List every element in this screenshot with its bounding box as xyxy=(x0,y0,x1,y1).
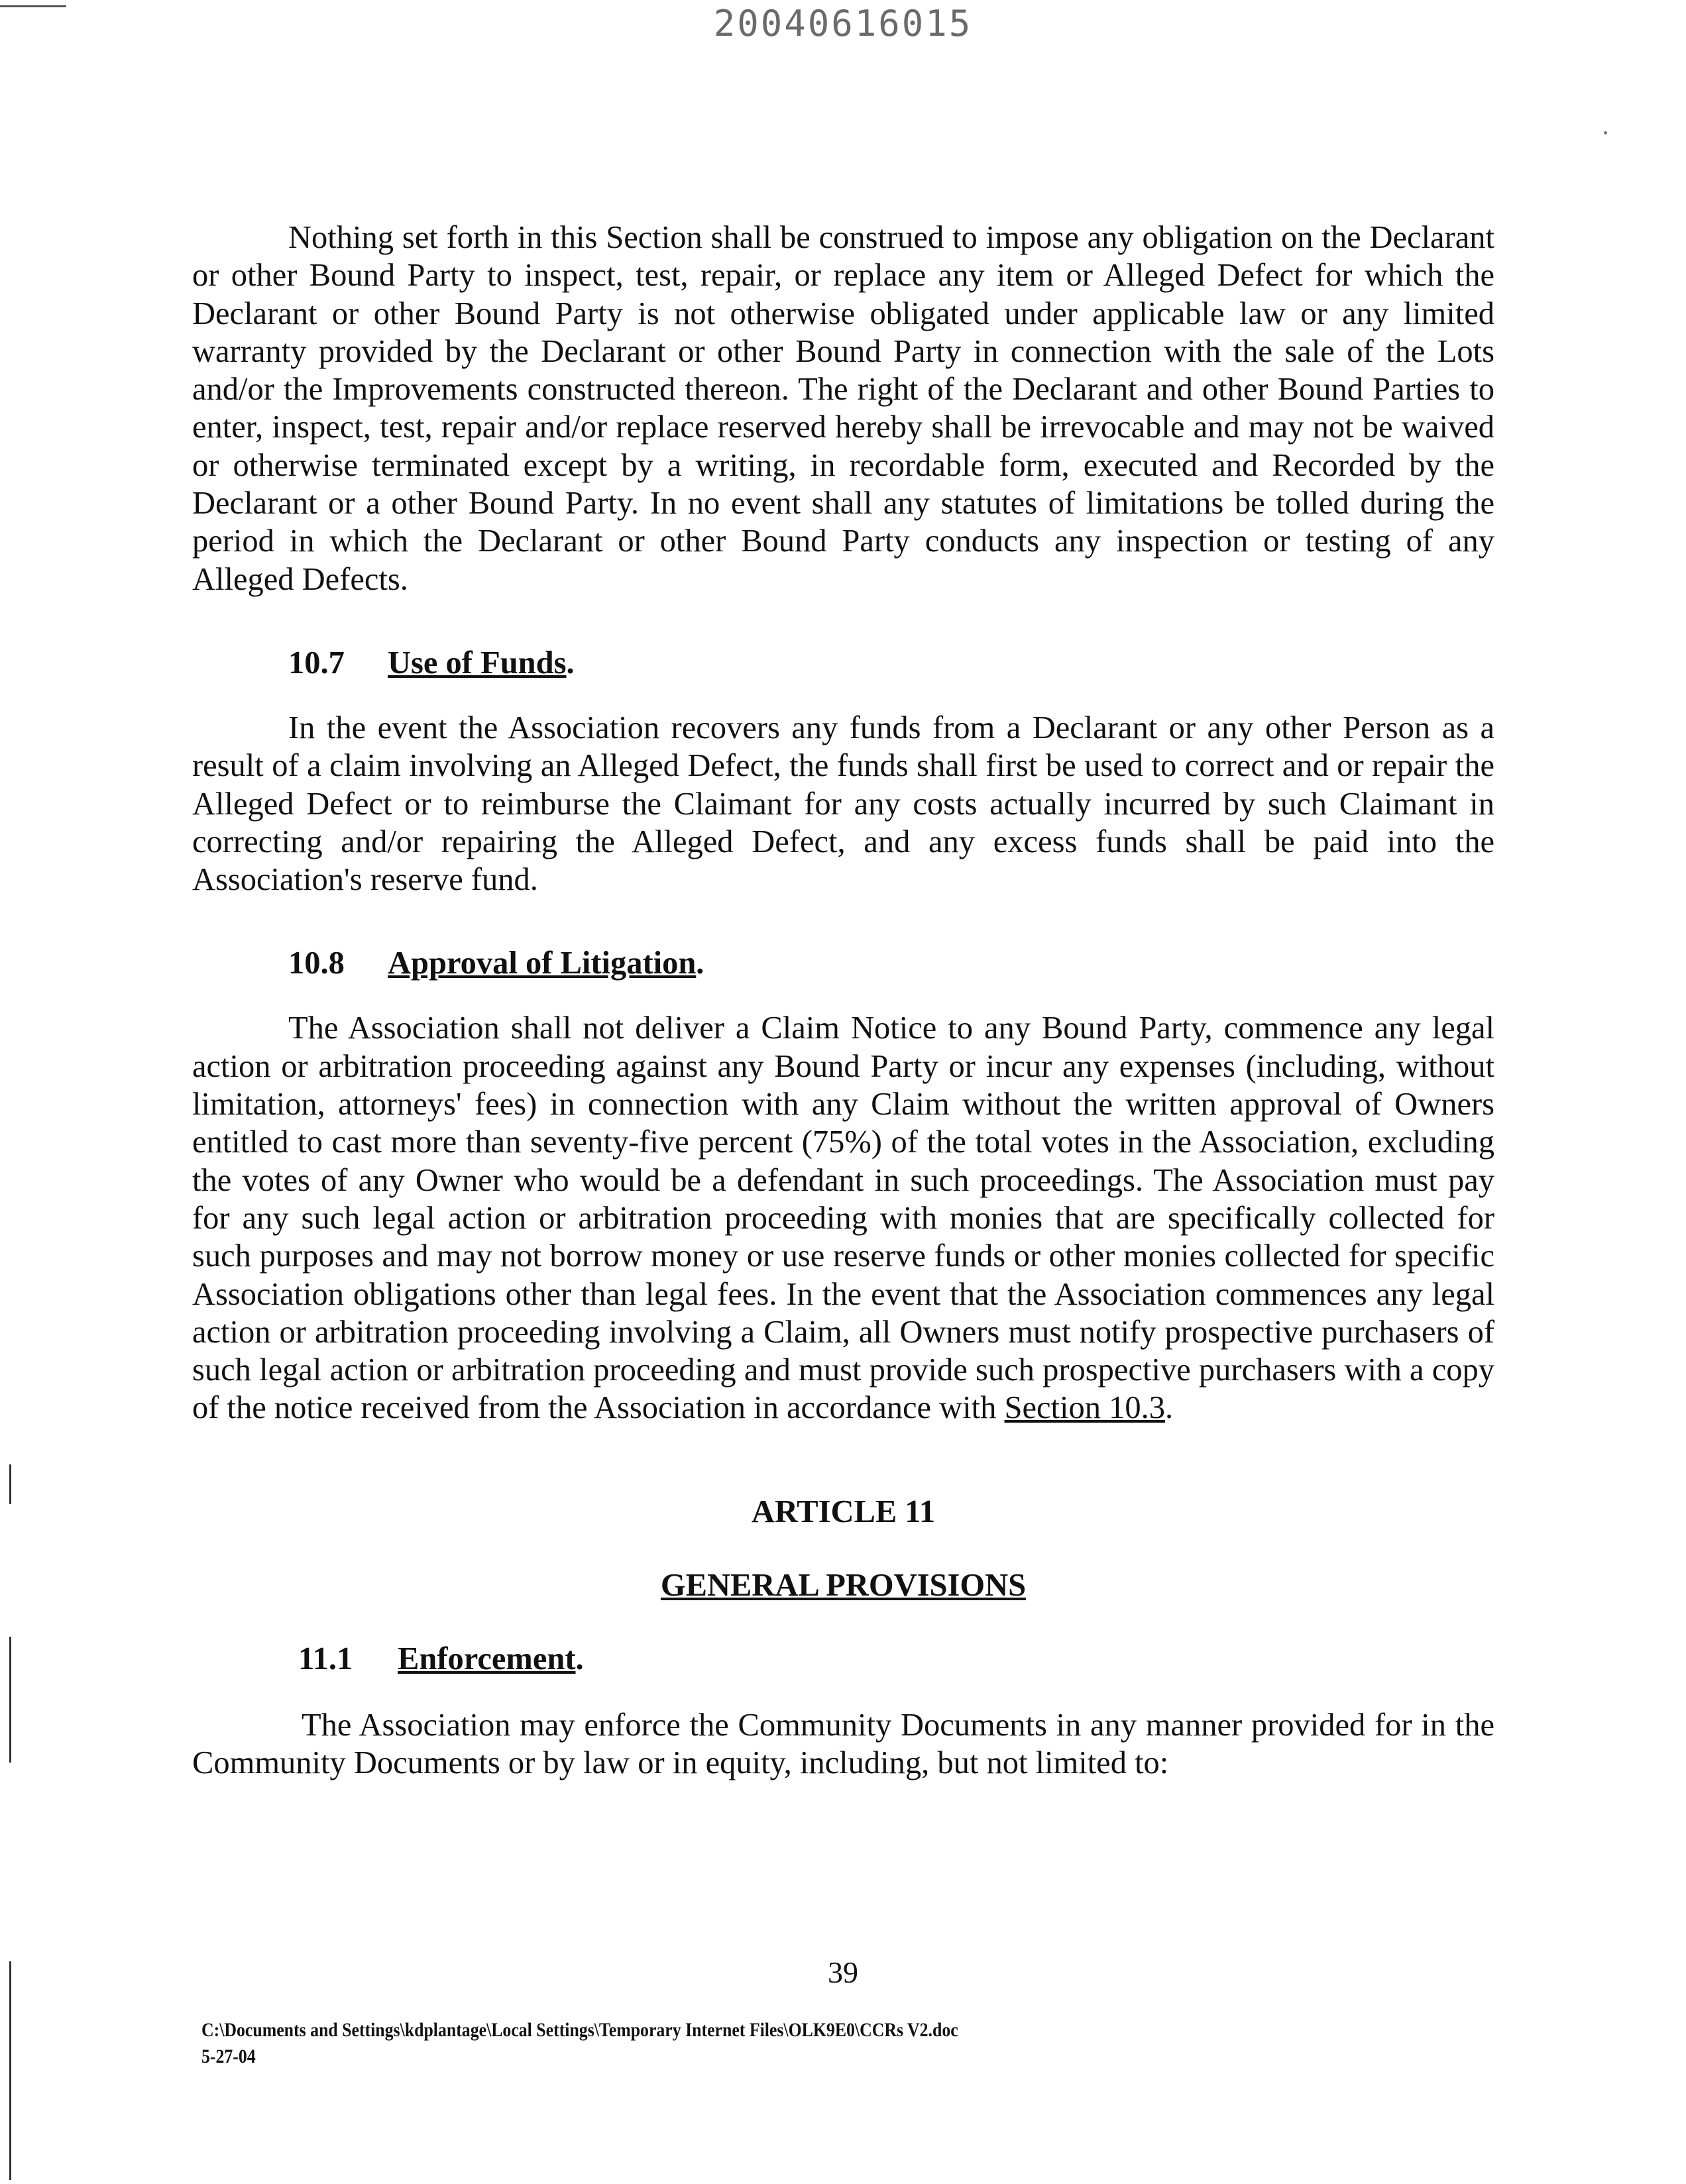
section-heading-11-1 xyxy=(192,1641,1494,1677)
paragraph-end-punct: . xyxy=(1165,1390,1174,1426)
section-title: Use of Funds xyxy=(388,645,567,681)
paragraph-inspection: Nothing set forth in this Section shall be construed to impose any obligation on the Declarant or other Bound Party to inspect, test, repair, or replace any item or Alleged Defect for which the Declarant or other Bound Party is not otherwise obligated under applicable law or any limited warranty provided by the Declarant or other Bound Party in connection with the sale of the Lots and/or the Improvements constructed thereon. The right of the Declarant and other Bound Parties to enter, inspect, test, repair and/or replace reserved hereby shall be irrevocable and may not be waived or otherwise terminated except by a writing, in recordable form, executed and Recorded by the Declarant or a other Bound Party. In no event shall any statutes of limitations be tolled during the period in which the Declarant or other Bound Party conducts any inspection or testing of any Alleged Defects. xyxy=(192,220,1494,597)
document-number: 20040616015 xyxy=(713,3,973,44)
paragraph-use-of-funds: In the event the Association recovers any funds from a Declarant or any other Person as a result of a claim involving an Alleged Defect, the funds shall first be used to correct and or repair the Alleged Defect or to reimburse the Claimant for any costs actually incurred by such Claimant in correcting and/or repairing the Alleged Defect, and any excess funds shall be paid into the Association's reserve fund. xyxy=(192,710,1494,898)
section-number: 10.8 xyxy=(288,946,345,981)
page-number: 39 xyxy=(828,1955,858,1989)
paragraph-approval-of-litigation xyxy=(192,1009,1494,1427)
footer xyxy=(201,2017,958,2070)
paragraph-text: The Association shall not deliver a Claim Notice to any Bound Party, commence any legal action or arbitration proceeding against any Bound Party or incur any expenses (including, without limitation, attorneys' fees) in connection with any Claim without the written approval of Owners entitled to cast more than seventy-five percent (75%) of the total votes in the Association, excluding the votes of any Owner who would be a defendant in such proceedings. The Association must pay for any such legal action or arbitration proceeding with monies that are specifically collected for such purposes and may not borrow money or use reserve funds or other monies collected for specific Association obligations other than legal fees. In the event that the Association commences any legal action or arbitration proceeding involving a Claim, all Owners must notify prospective purchasers of such legal action or arbitration proceeding and must provide such prospective purchasers with a copy of the notice received from the Association in accordance with xyxy=(192,1010,1494,1426)
article-title xyxy=(192,1567,1494,1604)
scan-margin-line xyxy=(9,1464,11,1504)
section-number: 10.7 xyxy=(288,645,345,681)
scan-speck xyxy=(1604,131,1607,135)
section-title-punct: . xyxy=(575,1641,584,1676)
section-heading-10-7 xyxy=(192,645,1494,681)
section-title-punct: . xyxy=(696,946,704,981)
section-title-punct: . xyxy=(566,645,575,681)
section-title: Approval of Litigation xyxy=(388,946,697,981)
article-label: ARTICLE 11 xyxy=(751,1494,936,1529)
section-heading-10-8 xyxy=(192,945,1494,981)
scan-margin-line xyxy=(9,1637,11,1763)
scan-margin-line xyxy=(9,1961,11,2180)
document-body xyxy=(192,219,1494,1782)
footer-file-path: C:\Documents and Settings\kdplantage\Local Settings\Temporary Internet Files\OLK9E0\CCRs V2.doc xyxy=(201,2019,958,2041)
article-title-text: GENERAL PROVISIONS xyxy=(660,1567,1027,1603)
paragraph-enforcement: The Association may enforce the Community Documents in any manner provided for in the Community Documents or by law or in equity, including, but not limited to: xyxy=(192,1707,1494,1781)
section-reference-link: Section 10.3 xyxy=(1004,1390,1165,1426)
section-title: Enforcement xyxy=(398,1641,576,1676)
section-number: 11.1 xyxy=(298,1641,353,1676)
footer-date: 5-27-04 xyxy=(201,2046,256,2067)
